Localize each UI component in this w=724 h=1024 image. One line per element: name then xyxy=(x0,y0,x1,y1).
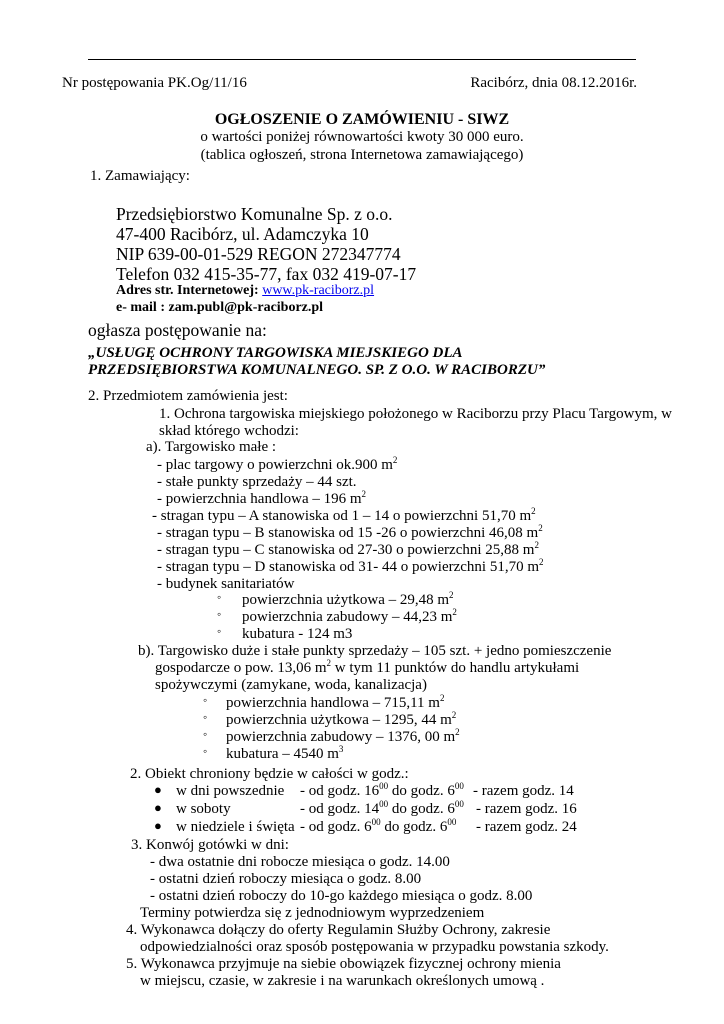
stall-type-a: - stragan typu – A stanowiska od 1 – 14 o powierzchni 51,70 $m^2$ xyxy=(152,506,536,524)
solid-bullet-icon: ● xyxy=(154,782,162,797)
large-market-volume: kubatura – 4540 $m^3$ xyxy=(226,744,344,762)
subject-line-1: „USŁUGĘ OCHRONY TARGOWISKA MIEJSKIEGO DLA xyxy=(88,345,463,361)
website-link[interactable]: www.pk-raciborz.pl xyxy=(262,283,375,298)
item-4-line-2: odpowiedzialności oraz sposób postępowania w przypadku powstania szkody. xyxy=(140,939,609,955)
case-number: Nr postępowania PK.Og/11/16 xyxy=(62,75,247,91)
hollow-bullet-icon: ◦ xyxy=(217,590,222,604)
company-name: Przedsiębiorstwo Komunalne Sp. z o.o. xyxy=(116,204,393,224)
hollow-bullet-icon: ◦ xyxy=(217,624,222,638)
item-3-heading: 3. Konwój gotówki w dni: xyxy=(131,837,289,853)
convoy-note: Terminy potwierdza się z jednodniowym wyprzedzeniem xyxy=(140,905,485,921)
sanitary-usable-area: powierzchnia użytkowa – 29,48 $m^2$ xyxy=(242,590,454,608)
subject-line-2: PRZEDSIĘBIORSTWA KOMUNALNEGO. SP. Z O.O. W RACIBORZU” xyxy=(88,362,546,378)
solid-bullet-icon: ● xyxy=(154,818,162,833)
company-ids: NIP 639-00-01-529 REGON 272347774 xyxy=(116,244,401,264)
small-market-punkty: - stałe punkty sprzedaży – 44 szt. xyxy=(157,474,357,490)
large-market-trade-area: powierzchnia handlowa – 715,11 $m^2$ xyxy=(226,693,445,711)
hollow-bullet-icon: ◦ xyxy=(203,744,208,758)
large-market-line-3: spożywczymi (zamykane, woda, kanalizacja) xyxy=(155,677,427,693)
stall-type-b: - stragan typu – B stanowiska od 15 -26 o powierzchni 46,08 $m^2$ xyxy=(157,523,543,541)
stall-type-d: - stragan typu – D stanowiska od 31- 44 o powierzchni 51,70 $m^2$ xyxy=(157,557,544,575)
item-2-heading: 2. Obiekt chroniony będzie w całości w godz.: xyxy=(130,766,409,782)
large-market-built-area: powierzchnia zabudowy – 1376, 00 $m^2$ xyxy=(226,727,460,745)
email-line: e- mail : zam.publ@pk-raciborz.pl xyxy=(116,300,324,315)
schedule-hours: - od godz. $16^{00}$ do godz. $6^{00}$ xyxy=(300,781,464,799)
item-1-line-1: 1. Ochrona targowiska miejskiego położonego w Raciborzu przy Placu Targowym, w xyxy=(159,406,673,422)
large-market-line-2: gospodarcze o pow. 13,06 $m^2$ w tym 11 punktów do handlu artykułami xyxy=(155,658,580,676)
schedule-total: - razem godz. 14 xyxy=(473,783,574,799)
convoy-line: - ostatni dzień roboczy do 10-go każdego miesiąca o godz. 8.00 xyxy=(150,888,533,904)
large-market-usable-area: powierzchnia użytkowa – 1295, 44 $m^2$ xyxy=(226,710,457,728)
section-1-heading: 1. Zamawiający: xyxy=(90,168,190,184)
hollow-bullet-icon: ◦ xyxy=(217,607,222,621)
schedule-day: w soboty xyxy=(176,801,231,817)
company-address: 47-400 Racibórz, ul. Adamczyka 10 xyxy=(116,224,369,244)
item-1-line-2: skład którego wchodzi: xyxy=(159,423,299,439)
solid-bullet-icon: ● xyxy=(154,800,162,815)
top-rule xyxy=(88,59,636,60)
title-sub-1: o wartości poniżej równowartości kwoty 30 000 euro. xyxy=(200,129,524,145)
item-5-line-1: 5. Wykonawca przyjmuje na siebie obowiązek fizycznej ochrony mienia xyxy=(126,956,561,972)
item-5-line-2: w miejscu, czasie, w zakresie i na warunkach określonych umową . xyxy=(140,973,545,989)
hollow-bullet-icon: ◦ xyxy=(203,693,208,707)
schedule-hours: - od godz. $6^{00}$ do godz. $6^{00}$ xyxy=(300,817,457,835)
sanitary-volume: kubatura - 124 m3 xyxy=(242,626,353,642)
hollow-bullet-icon: ◦ xyxy=(203,727,208,741)
sanitary-building: - budynek sanitariatów xyxy=(157,576,295,592)
section-2-heading: 2. Przedmiotem zamówienia jest: xyxy=(88,388,288,404)
place-date: Racibórz, dnia 08.12.2016r. xyxy=(470,75,637,91)
announces-text: ogłasza postępowanie na: xyxy=(88,320,267,340)
website-line xyxy=(116,282,374,299)
small-market-handlowa: - powierzchnia handlowa – 196 $m^2$ xyxy=(157,489,367,507)
large-market-line-1: b). Targowisko duże i stałe punkty sprzedaży – 105 szt. + jedno pomieszczenie xyxy=(138,643,612,659)
document-title: OGŁOSZENIE O ZAMÓWIENIU - SIWZ xyxy=(214,111,510,128)
sanitary-built-area: powierzchnia zabudowy – 44,23 $m^2$ xyxy=(242,607,457,625)
stall-type-c: - stragan typu – C stanowiska od 27-30 o powierzchni 25,88 $m^2$ xyxy=(157,540,539,558)
website-label: Adres str. Internetowej: xyxy=(116,283,259,298)
schedule-total: - razem godz. 24 xyxy=(476,819,577,835)
schedule-day: w niedziele i święta xyxy=(176,819,295,835)
small-market-plac: - plac targowy o powierzchni ok.900 $m^2$ xyxy=(157,455,398,473)
title-sub-2: (tablica ogłoszeń, strona Internetowa zamawiającego) xyxy=(200,147,524,163)
small-market-heading: a). Targowisko małe : xyxy=(146,439,277,455)
schedule-day: w dni powszednie xyxy=(176,783,285,799)
item-4-line-1: 4. Wykonawca dołączy do oferty Regulamin Służby Ochrony, zakresie xyxy=(126,922,551,938)
schedule-hours: - od godz. $14^{00}$ do godz. $6^{00}$ xyxy=(300,799,464,817)
convoy-line: - dwa ostatnie dni robocze miesiąca o godz. 14.00 xyxy=(150,854,450,870)
convoy-line: - ostatni dzień roboczy miesiąca o godz. 8.00 xyxy=(150,871,422,887)
company-phone: Telefon 032 415-35-77, fax 032 419-07-17 xyxy=(116,264,417,284)
hollow-bullet-icon: ◦ xyxy=(203,710,208,724)
schedule-total: - razem godz. 16 xyxy=(476,801,577,817)
